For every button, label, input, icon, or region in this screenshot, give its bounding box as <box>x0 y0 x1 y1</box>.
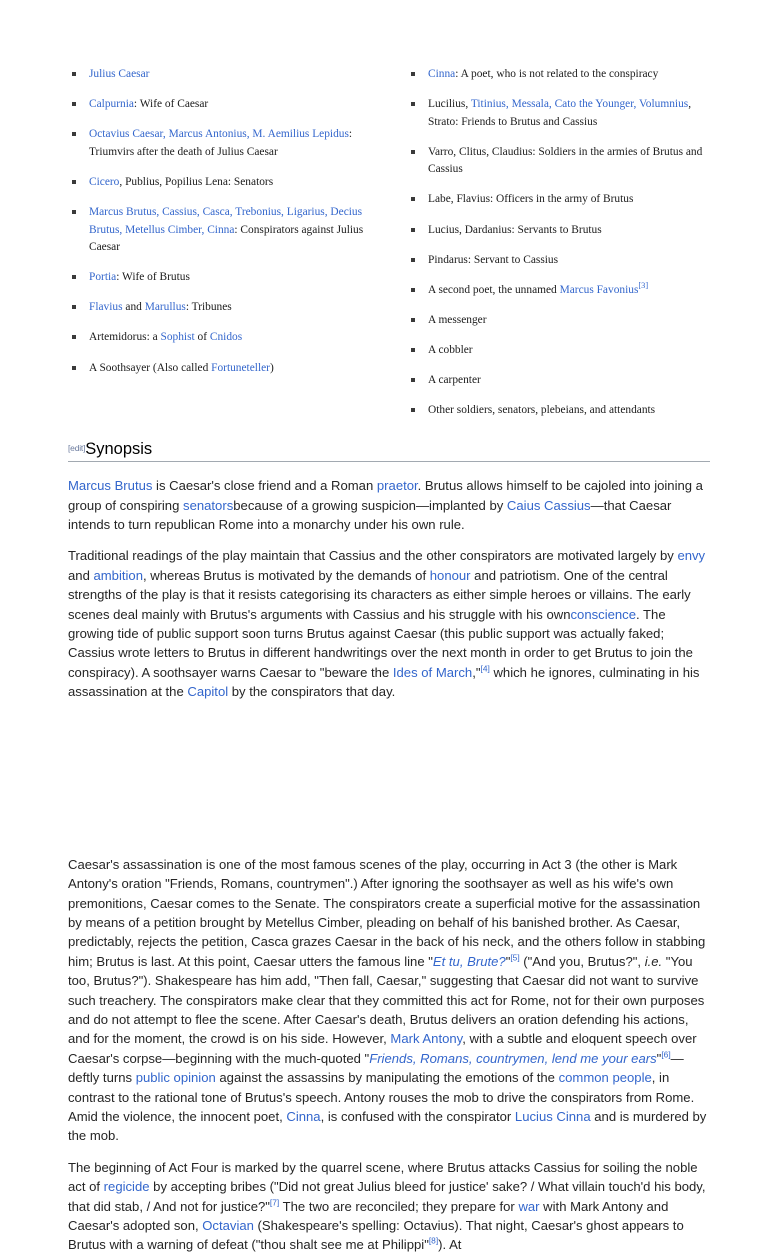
characters-left-column <box>68 66 389 432</box>
text-run: and <box>68 567 94 583</box>
character-list-item <box>68 126 379 161</box>
text-run: The beginning of Act Four is marked by the quarrel scene, where Brutus attacks Cassius for soiling the noble act of <box>68 1159 698 1195</box>
text-run: A carpenter <box>428 374 481 387</box>
text-run: " <box>505 953 511 969</box>
character-list-item <box>68 269 379 287</box>
character-list-item <box>407 312 710 330</box>
text-run: and <box>122 301 145 314</box>
text-run: Caesar's assassination is one of the most famous scenes of the play, occurring in Act 3 (the other is Mark Antony's oration "Friends, Romans, countrymen".) After ignoring the soothsayer as well as his wife's own premonitions, Caesar comes to the Senate. The conspirators create a superficial motive for the assassination by means of a petition brought by Metellus Cimber, pleading on behalf of his banished brother. As Caesar, predictably, rejects the petition, Casca grazes Caesar in the back of his neck, and the others follow in stabbing him; Brutus is last. At this point, Caesar utters the famous line " <box>68 856 706 969</box>
text-run: —that Caesar intends to turn republican Rome into a monarchy under his own rule. <box>68 497 672 533</box>
text-run: Labe, Flavius: Officers in the army of Brutus <box>428 193 634 206</box>
wiki-link[interactable]: Ides of March <box>392 664 473 680</box>
text-run: Lucius, Dardanius: Servants to Brutus <box>428 223 602 236</box>
wiki-link[interactable]: Mark Antony <box>390 1031 463 1047</box>
text-run: Pindarus: Servant to Cassius <box>428 253 559 266</box>
character-list-item <box>407 402 710 420</box>
synopsis-paragraph-4 <box>68 1158 710 1255</box>
wiki-link[interactable]: envy <box>677 548 706 564</box>
wiki-link[interactable]: Marcus Favonius <box>559 283 639 296</box>
text-run: , Publius, Popilius Lena: Senators <box>119 175 274 188</box>
character-list-item <box>68 66 379 84</box>
wiki-link[interactable]: regicide <box>103 1179 150 1195</box>
synopsis-paragraph-1 <box>68 476 710 534</box>
text-run: "You too, Brutus?"). Shakespeare has him add, "Then fall, Caesar," suggesting that Caesar did not want to survive such treachery. The conspirators make clear that they committed this act for Rome, not for their own purposes and do not attempt to flee the scene. After Caesar's death, Brutus delivers an oration defending his actions, and for the moment, the crowd is on his side. However, <box>68 953 705 1047</box>
footnote-ref[interactable]: [7] <box>269 1197 280 1208</box>
characters-section <box>68 66 710 432</box>
footnote-ref[interactable]: [4] <box>480 663 490 674</box>
text-run: Artemidorus: a <box>89 331 161 344</box>
wiki-link[interactable]: Cinna <box>286 1108 321 1124</box>
text-run: and is murdered by the mob. <box>68 1108 707 1144</box>
text-run: ," <box>472 664 481 680</box>
text-run: A messenger <box>428 313 487 326</box>
wiki-link[interactable]: Sophist <box>160 331 195 344</box>
text-run: ) <box>269 361 274 374</box>
wiki-link[interactable]: Flavius <box>89 301 123 314</box>
character-list-item <box>68 299 379 317</box>
text-run: : Wife of Brutus <box>116 271 190 284</box>
text-run: ). At <box>438 1237 462 1253</box>
text-run: by accepting bribes ("Did not great Julius bleed for justice' sake? / What villain touch'd his body, that did stab, / And not for justice?" <box>68 1179 706 1214</box>
text-run: " <box>656 1050 662 1066</box>
text-run: , with a subtle and eloquent speech over Caesar's corpse—beginning with the much-quoted " <box>68 1031 697 1066</box>
text-run: against the assassins by manipulating the emotions of the <box>215 1070 559 1086</box>
text-run: with Mark Antony and Caesar's adopted son, <box>68 1198 669 1233</box>
character-list-item <box>407 222 710 240</box>
character-list-item <box>68 174 379 192</box>
wiki-link[interactable]: Titinius, Messala, Cato the Younger, Volumnius <box>470 98 689 111</box>
text-run: A cobbler <box>428 343 473 356</box>
wiki-link[interactable]: praetor <box>376 478 418 494</box>
text-run: and patriotism. One of the central strengths of the play is that it resists categorising its characters as either simple heroes or villains. The early scenes deal mainly with Brutus's arguments with Cassius and his struggle with his own <box>68 567 691 622</box>
text-run: is Caesar's close friend and a Roman <box>152 478 377 494</box>
wiki-link[interactable]: Et tu, Brute? <box>432 953 506 969</box>
wiki-link[interactable]: Octavius Caesar, Marcus Antonius, M. Aemilius Lepidus <box>89 128 349 141</box>
synopsis-paragraph-2 <box>68 546 710 701</box>
text-run: A Soothsayer (Also called <box>89 361 212 374</box>
characters-list-right <box>407 66 710 420</box>
text-run: Varro, Clitus, Claudius: Soldiers in the armies of Brutus and Cassius <box>428 145 703 176</box>
wiki-link[interactable]: ambition <box>93 567 143 583</box>
text-run: , Strato: Friends to Brutus and Cassius <box>428 98 692 128</box>
wiki-link[interactable]: Lucius Cinna <box>514 1108 591 1124</box>
text-run: by the conspirators that day. <box>228 684 396 700</box>
character-list-item <box>407 282 710 300</box>
character-list-item <box>407 66 710 84</box>
wiki-link[interactable]: common people <box>558 1070 652 1086</box>
article-content <box>68 66 710 1255</box>
character-list-item <box>407 96 710 131</box>
text-run: . Brutus allows himself to be cajoled into joining a group of conspiring <box>68 478 703 513</box>
text-run: : Tribunes <box>185 301 232 314</box>
synopsis-paragraph-3 <box>68 855 710 1146</box>
wiki-link[interactable]: Marcus Brutus <box>68 478 153 494</box>
wiki-link[interactable]: Marullus <box>144 301 186 314</box>
wiki-link[interactable]: Octavian <box>202 1218 254 1233</box>
text-run: The two are reconciled; they prepare for <box>279 1198 519 1214</box>
footnote-ref[interactable]: [6] <box>661 1049 671 1060</box>
wiki-link[interactable]: public opinion <box>135 1070 216 1086</box>
text-run: ("And you, Brutus?", <box>519 953 645 969</box>
wiki-link[interactable]: Julius Caesar <box>89 68 150 80</box>
text-run: Traditional readings of the play maintain that Cassius and the other conspirators are motivated largely by <box>68 548 678 564</box>
character-list-item <box>407 372 710 390</box>
character-list-item <box>68 360 379 378</box>
footnote-ref[interactable]: [3] <box>638 280 649 290</box>
footnote-ref[interactable]: [8] <box>428 1236 439 1247</box>
wiki-link[interactable]: senators <box>183 497 234 513</box>
wiki-link[interactable]: Cnidos <box>209 331 243 344</box>
edit-section-link[interactable]: [edit] <box>68 443 86 454</box>
wiki-link[interactable]: Cicero <box>89 175 120 188</box>
text-run: : Wife of Caesar <box>133 98 209 111</box>
wiki-link[interactable]: Friends, Romans, countrymen, lend me your ears <box>369 1050 657 1066</box>
character-list-item <box>68 329 379 347</box>
text-run: , whereas Brutus is motivated by the demands of <box>142 567 430 583</box>
text-run: , is confused with the conspirator <box>320 1108 515 1124</box>
character-list-item <box>407 191 710 209</box>
character-list-item <box>68 204 379 257</box>
text-run: of <box>194 331 210 344</box>
text-run: : Conspirators against Julius Caesar <box>89 223 364 254</box>
synopsis-heading <box>68 441 710 462</box>
text-run: , in contrast to the rational tone of Brutus's speech. Antony rouses the mob to drive the conspirators from Rome. Amid the violence, the innocent poet, <box>68 1070 695 1124</box>
wiki-link[interactable]: Portia <box>89 271 117 284</box>
text-run: which he ignores, culminating in his assassination at the <box>68 664 700 700</box>
footnote-ref[interactable]: [5] <box>510 952 520 963</box>
text-run: : Triumvirs after the death of Julius Caesar <box>89 128 353 158</box>
text-run: (Shakespeare's spelling: Octavius). That night, Caesar's ghost appears to Brutus with a warning of defeat ("thou shalt see me at Philippi" <box>68 1218 684 1253</box>
wiki-link[interactable]: honour <box>429 567 471 583</box>
character-list-item <box>407 342 710 360</box>
text-run: i.e. <box>644 953 663 969</box>
image-placeholder-gap <box>68 702 710 843</box>
character-list-item <box>68 96 379 114</box>
characters-right-column <box>389 66 710 432</box>
wiki-link[interactable]: conscience <box>570 606 636 622</box>
character-list-item <box>407 252 710 270</box>
text-run: Lucilius, <box>428 98 471 111</box>
wiki-link[interactable]: war <box>518 1198 540 1214</box>
text-run: Other soldiers, senators, plebeians, and attendants <box>428 404 656 417</box>
text-run: A second poet, the unnamed <box>428 283 560 296</box>
wiki-link[interactable]: Fortuneteller <box>211 361 270 374</box>
text-run: because of a growing suspicion—implanted by <box>233 497 507 513</box>
text-run: —deftly turns <box>68 1050 684 1086</box>
characters-list-left <box>68 66 379 377</box>
wiki-link[interactable]: Marcus Brutus, Cassius, Casca, Trebonius, Ligarius, Decius Brutus, Metellus Cimber, Cinna <box>89 205 363 236</box>
wiki-link[interactable]: Caius Cassius <box>506 497 591 513</box>
section-title: Synopsis <box>85 440 153 459</box>
character-list-item <box>407 144 710 179</box>
text-run: . The growing tide of public support soon turns Brutus against Caesar (this public support was actually faked; Cassius wrote letters to Brutus in different handwritings over the next month in order to get Brutus to join the conspiracy). A soothsayer warns Caesar to "beware the <box>68 606 693 680</box>
wiki-link[interactable]: Calpurnia <box>89 98 134 111</box>
text-run: : A poet, who is not related to the conspiracy <box>455 68 659 80</box>
wiki-link[interactable]: Cinna <box>428 68 456 80</box>
wiki-link[interactable]: Capitol <box>187 684 229 700</box>
